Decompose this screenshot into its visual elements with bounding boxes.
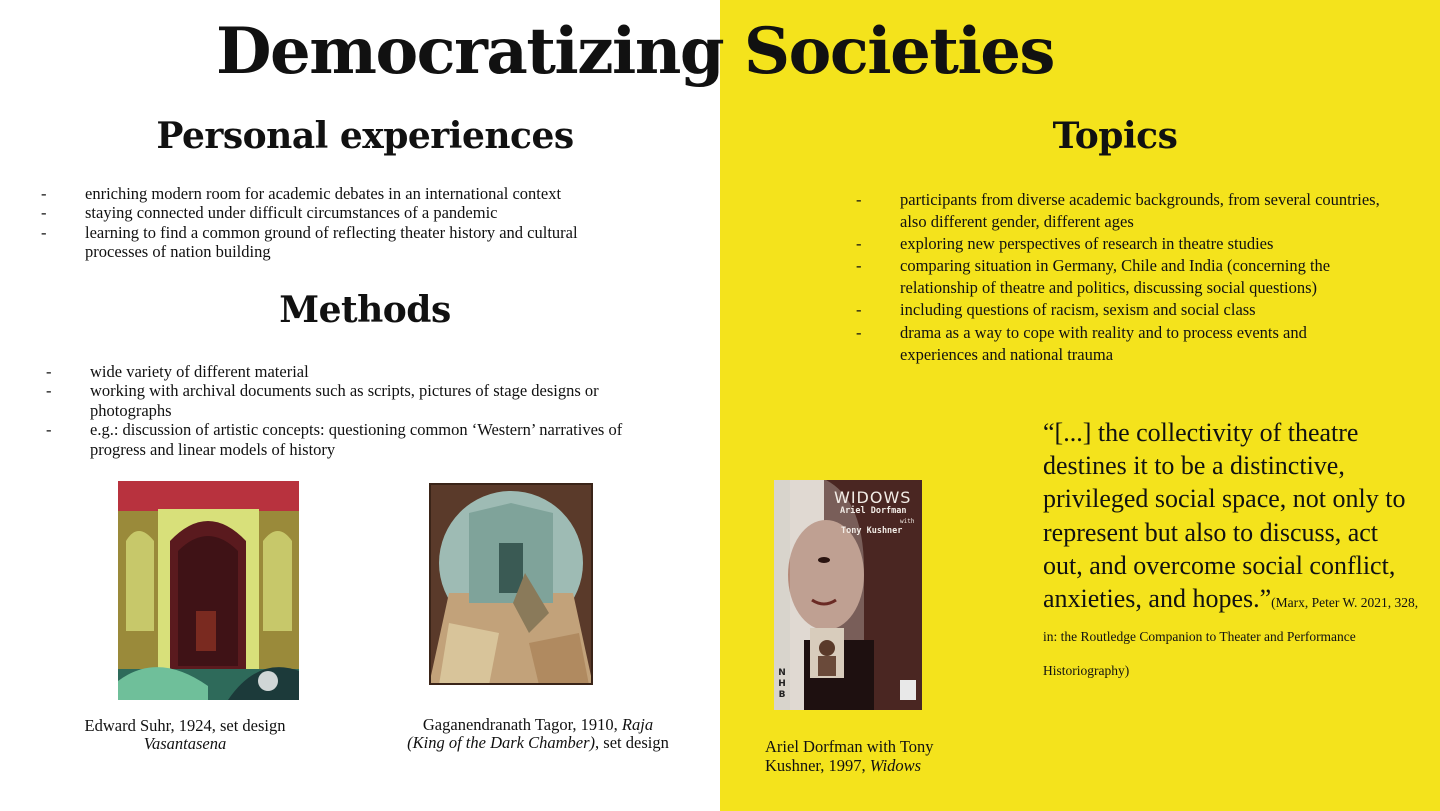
bullet-dash: - — [46, 381, 52, 401]
personal-experiences-list — [41, 184, 641, 262]
list-item: - staying connected under difficult circumstances of a pandemic — [41, 203, 498, 223]
widows-cover-title: WIDOWS — [834, 488, 912, 507]
widows-cover-coauthor: Tony Kushner — [841, 526, 903, 536]
widows-caption: Ariel Dorfman with Tony Kushner, 1997, Widows — [765, 737, 934, 775]
list-item: - wide variety of different material — [46, 362, 309, 381]
tagor-painting-image — [429, 483, 593, 685]
list-item: - working with archival documents such as scripts, pictures of stage designs or photographs — [46, 381, 599, 420]
quote-text: “[...] the collectivity of theatre destines it to be a distinctive, privileged social space, not only to represent but also to discuss, act out, and overcome social conflict, anxieties, and hopes.” — [1043, 418, 1406, 614]
bullet-dash: - — [41, 222, 47, 242]
list-item: - drama as a way to cope with reality and to process events and experiences and national trauma — [856, 322, 1307, 364]
suhr-caption: Edward Suhr, 1924, set design Vasantasena — [84, 716, 286, 753]
bullet-dash: - — [46, 362, 52, 381]
widows-cover-author: Ariel Dorfman — [840, 506, 907, 516]
methods-heading: Methods — [279, 289, 451, 331]
tagor-caption: Gaganendranath Tagor, 1910, Raja (King of the Dark Chamber), set design — [407, 715, 669, 752]
methods-list — [46, 362, 646, 459]
list-item: - exploring new perspectives of research in theatre studies — [856, 233, 1386, 255]
list-item: - e.g.: discussion of artistic concepts: questioning common ‘Western’ narratives of progress and linear models of history — [46, 420, 623, 459]
marx-quote — [1043, 416, 1423, 684]
personal-experiences-heading: Personal experiences — [156, 115, 574, 157]
quote-citation: (Marx, Peter W. 2021, 328, in: the Routledge Companion to Theater and Performance Historiography) — [1043, 595, 1419, 679]
list-item: - learning to find a common ground of reflecting theater history and cultural processes of nation building — [41, 222, 578, 262]
list-item: - including questions of racism, sexism and social class — [856, 299, 1386, 321]
topics-heading: Topics — [1052, 115, 1178, 157]
suhr-set-design-image — [118, 481, 299, 700]
bullet-dash: - — [856, 234, 862, 254]
bullet-dash: - — [41, 184, 47, 203]
bullet-dash: - — [41, 203, 47, 223]
widows-cover-with: with — [900, 518, 915, 525]
bullet-dash: - — [856, 256, 862, 276]
list-item: - enriching modern room for academic debates in an international context — [41, 184, 562, 203]
page-title: Democratizing Societies — [216, 14, 1054, 89]
widows-book-cover-image — [774, 480, 922, 710]
bullet-dash: - — [856, 190, 862, 209]
widows-spine-logo: NHB — [778, 668, 786, 700]
bullet-dash: - — [46, 420, 52, 440]
bullet-dash: - — [856, 322, 862, 342]
topics-list — [856, 189, 1386, 366]
list-item: - participants from diverse academic backgrounds, from several countries, also different gender, different ages — [856, 190, 1380, 232]
list-item: - comparing situation in Germany, Chile and India (concerning the relationship of theatre and politics, discussing social questions) — [856, 256, 1331, 298]
bullet-dash: - — [856, 300, 862, 320]
